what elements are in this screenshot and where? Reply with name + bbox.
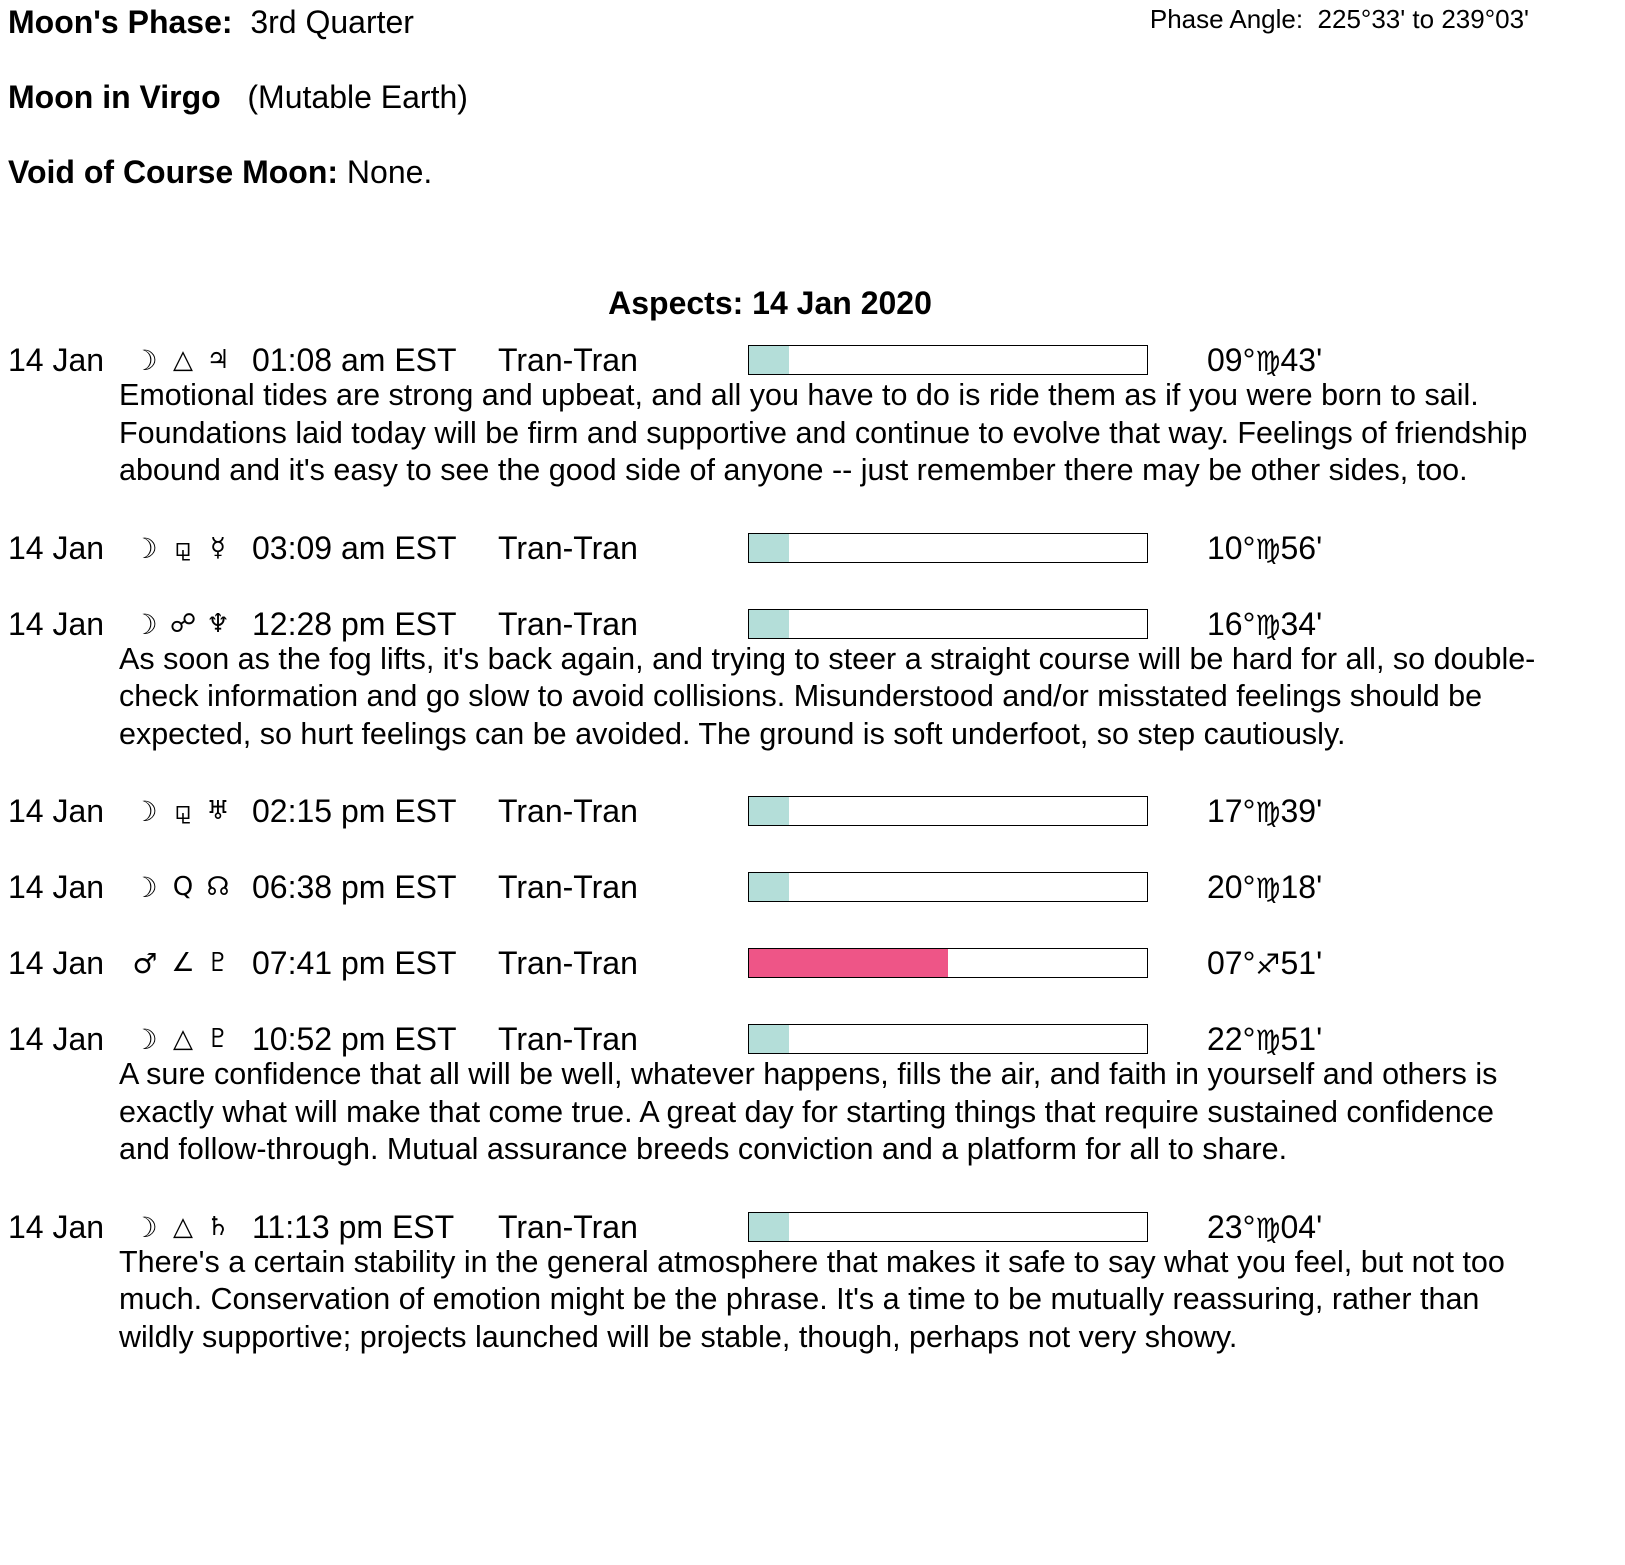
- aspect-time: 01:08 am EST: [252, 342, 457, 378]
- moon-sign-line: [8, 79, 468, 116]
- aspect-entry: [0, 867, 1625, 905]
- intensity-bar-fill: [749, 346, 789, 374]
- moon-glyph-icon: ☽: [132, 1023, 158, 1056]
- aspect-position: [1207, 869, 1322, 906]
- mercury-glyph-icon: ☿: [210, 532, 226, 563]
- aspect-type: Tran-Tran: [498, 1208, 638, 1245]
- moon-glyph-icon: ☽: [132, 795, 158, 828]
- aspect-entry: [0, 340, 1625, 490]
- aspect-row: [0, 943, 1625, 981]
- pluto-glyph-icon: ♇: [206, 948, 230, 978]
- aspect-date: 14 Jan: [8, 605, 105, 642]
- aspect-entry: [0, 791, 1625, 829]
- moon-phase-line: [8, 4, 414, 41]
- aspect-type: Tran-Tran: [498, 945, 638, 981]
- moon-glyph-icon: ☽: [132, 531, 158, 565]
- aspect-date: 14 Jan: [8, 1208, 105, 1245]
- position-degree: 20°: [1207, 869, 1256, 905]
- moon-glyph-icon: ☽: [132, 344, 158, 377]
- zodiac-sign-icon: ♍: [1255, 872, 1281, 905]
- trine-glyph-icon: △: [173, 1211, 193, 1242]
- position-minutes: 39': [1280, 793, 1323, 829]
- intensity-bar-fill: [749, 1213, 789, 1241]
- aspect-time: 10:52 pm EST: [252, 1021, 457, 1057]
- position-minutes: 56': [1280, 529, 1323, 566]
- intensity-bar-fill: [749, 873, 789, 901]
- phase-angle-label: Phase Angle:: [1149, 4, 1304, 34]
- aspect-type: Tran-Tran: [498, 605, 638, 642]
- saturn-glyph-icon: ♄: [206, 1211, 230, 1242]
- moon-glyph-icon: ☽: [132, 607, 158, 641]
- position-degree: 10°: [1207, 529, 1256, 566]
- position-minutes: 04': [1280, 1208, 1323, 1245]
- aspect-position: [1207, 342, 1322, 379]
- aspect-entry: [0, 604, 1625, 754]
- zodiac-sign-icon: ♍: [1255, 1211, 1281, 1245]
- aspect-row: [0, 604, 1625, 642]
- aspect-position: [1207, 1209, 1322, 1246]
- aspect-row: [0, 340, 1625, 378]
- aspect-description: A sure confidence that all will be well, whatever happens, fills the air, and faith in yourself and others is exactly what will make that come true. A great day for starting things that require sustained confidence and follow-through. Mutual assurance breeds conviction and a platform for all to share.: [119, 1057, 1498, 1166]
- aspect-time: 03:09 am EST: [252, 529, 457, 566]
- position-degree: 07°: [1207, 945, 1256, 981]
- zodiac-sign-icon: ♍: [1255, 345, 1281, 378]
- aspect-position: [1207, 1021, 1322, 1058]
- intensity-bar-fill: [749, 534, 789, 562]
- moon-glyph-icon: ☽: [132, 871, 158, 904]
- intensity-bar: [748, 1024, 1148, 1054]
- zodiac-sign-icon: ♍: [1255, 608, 1281, 642]
- intensity-bar: [748, 533, 1148, 563]
- intensity-bar: [748, 948, 1148, 978]
- position-degree: 23°: [1207, 1208, 1256, 1245]
- aspect-time: 02:15 pm EST: [252, 793, 457, 829]
- zodiac-sign-icon: ♍: [1255, 1024, 1281, 1057]
- mars-glyph-icon: ♂: [132, 947, 158, 980]
- aspect-position: [1207, 945, 1322, 982]
- aspect-time: 12:28 pm EST: [252, 605, 457, 642]
- void-of-course-label: Void of Course Moon:: [8, 154, 339, 190]
- position-degree: 09°: [1207, 342, 1256, 378]
- aspect-date: 14 Jan: [8, 945, 105, 981]
- opposition-glyph-icon: ☍: [169, 608, 197, 639]
- aspect-position: [1207, 793, 1322, 830]
- sesquiquadrate-glyph-icon: ⚼: [174, 796, 192, 826]
- aspect-type: Tran-Tran: [498, 342, 638, 378]
- aspect-date: 14 Jan: [8, 869, 105, 905]
- aspect-position: [1207, 606, 1322, 643]
- aspect-date: 14 Jan: [8, 342, 105, 378]
- jupiter-glyph-icon: ♃: [206, 345, 230, 375]
- aspect-time: 06:38 pm EST: [252, 869, 457, 905]
- trine-glyph-icon: △: [173, 1024, 193, 1054]
- moon-glyph-icon: ☽: [132, 1210, 158, 1244]
- uranus-glyph-icon: ♅: [206, 796, 230, 826]
- aspect-description: Emotional tides are strong and upbeat, and all you have to do is ride them as if you were born to sail. Foundations laid today will be firm and supportive and continue to evolve that way. Feelings of friendship abound and it's easy to see the good side of anyone -- just remember there may be other sides, too.: [119, 378, 1528, 487]
- intensity-bar-fill: [749, 797, 789, 825]
- aspect-entry: [0, 1207, 1625, 1357]
- aspect-row: [0, 1207, 1625, 1245]
- semisquare-glyph-icon: ∠: [171, 948, 195, 978]
- aspect-entry: [0, 943, 1625, 981]
- north-node-glyph-icon: ☊: [206, 872, 230, 902]
- sesquiquadrate-glyph-icon: ⚼: [174, 532, 192, 563]
- zodiac-sign-icon: ♍: [1255, 796, 1281, 829]
- aspect-time: 07:41 pm EST: [252, 945, 457, 981]
- intensity-bar: [748, 872, 1148, 902]
- aspect-type: Tran-Tran: [498, 793, 638, 829]
- aspect-row: [0, 528, 1625, 566]
- position-minutes: 43': [1280, 342, 1323, 378]
- aspect-description: As soon as the fog lifts, it's back again, and trying to steer a straight course will be hard for all, so double-check information and go slow to avoid collisions. Misunderstood and/or misstated feelings should be expected, so hurt feelings can be avoided. The ground is soft underfoot, so step cautiously.: [119, 641, 1536, 751]
- position-minutes: 51': [1280, 1021, 1323, 1057]
- intensity-bar-fill: [749, 1025, 789, 1053]
- intensity-bar: [748, 1212, 1148, 1242]
- position-degree: 22°: [1207, 1021, 1256, 1057]
- moon-phase-label: Moon's Phase:: [8, 4, 233, 40]
- trine-glyph-icon: △: [173, 345, 193, 375]
- position-minutes: 18': [1280, 869, 1323, 905]
- aspects-title: Aspects: 14 Jan 2020: [608, 285, 932, 321]
- intensity-bar: [748, 609, 1148, 639]
- intensity-bar-fill: [749, 610, 789, 638]
- aspect-row: [0, 867, 1625, 905]
- aspect-position: [1207, 530, 1322, 567]
- position-minutes: 34': [1280, 605, 1323, 642]
- moon-sign-label: Moon in Virgo: [8, 79, 221, 115]
- moon-sign-element: (Mutable Earth): [247, 79, 468, 115]
- moon-phase-value: 3rd Quarter: [250, 4, 414, 40]
- aspect-type: Tran-Tran: [498, 869, 638, 905]
- phase-angle-value: 225°33' to 239°03': [1317, 4, 1529, 34]
- position-degree: 17°: [1207, 793, 1256, 829]
- aspect-description: There's a certain stability in the general atmosphere that makes it safe to say what you feel, but not too much. Conservation of emotion might be the phrase. It's a time to be mutually reassuring, rather than wildly supportive; projects launched will be stable, though, perhaps not very showy.: [119, 1244, 1505, 1354]
- aspect-type: Tran-Tran: [498, 1021, 638, 1057]
- phase-angle-line: [1150, 4, 1529, 35]
- pluto-glyph-icon: ♇: [206, 1024, 230, 1054]
- aspect-time: 11:13 pm EST: [252, 1208, 455, 1245]
- zodiac-sign-icon: ♐: [1255, 948, 1281, 981]
- position-minutes: 51': [1280, 945, 1323, 981]
- aspect-type: Tran-Tran: [498, 529, 638, 566]
- aspect-row: [0, 1019, 1625, 1057]
- void-of-course-value: None.: [346, 154, 433, 190]
- zodiac-sign-icon: ♍: [1255, 532, 1281, 566]
- quintile-glyph-icon: Q: [172, 872, 194, 902]
- void-of-course-line: [8, 154, 432, 191]
- aspect-entry: [0, 528, 1625, 566]
- aspect-date: 14 Jan: [8, 529, 105, 566]
- neptune-glyph-icon: ♆: [206, 608, 230, 639]
- intensity-bar-fill: [749, 949, 948, 977]
- aspect-date: 14 Jan: [8, 793, 105, 829]
- aspect-entry: [0, 1019, 1625, 1169]
- intensity-bar: [748, 796, 1148, 826]
- aspect-date: 14 Jan: [8, 1021, 105, 1057]
- aspect-list: [0, 340, 1625, 1394]
- intensity-bar: [748, 345, 1148, 375]
- aspect-row: [0, 791, 1625, 829]
- position-degree: 16°: [1207, 605, 1256, 642]
